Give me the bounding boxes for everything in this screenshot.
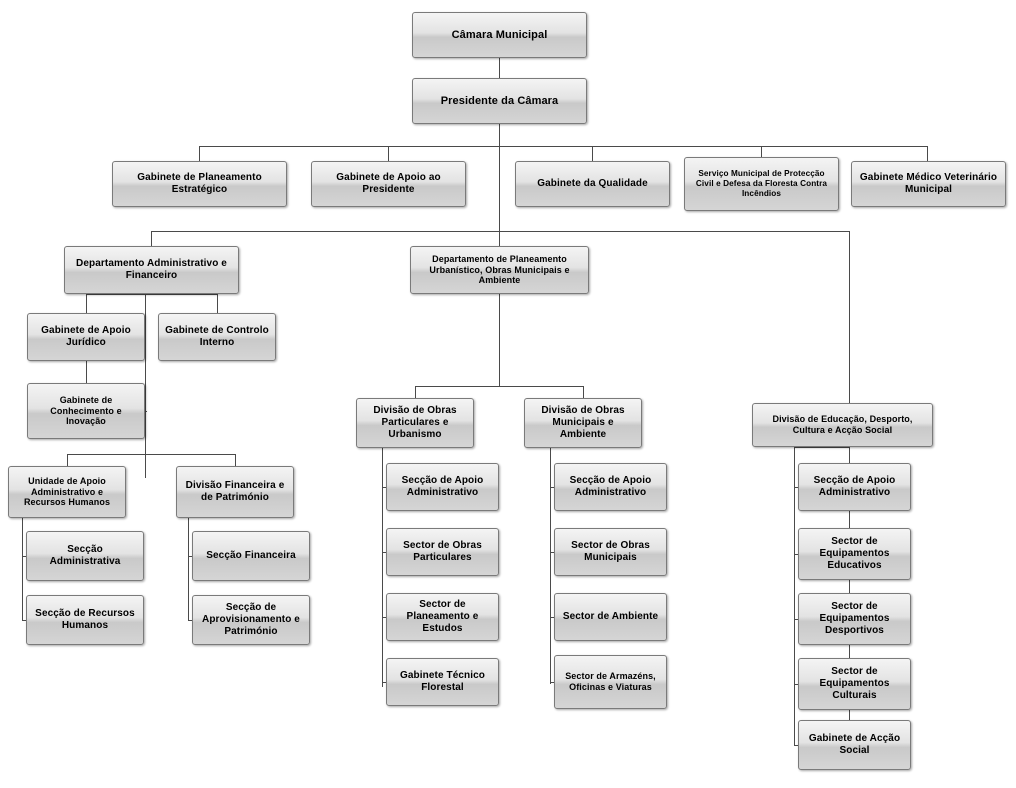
connector-line (499, 124, 500, 146)
org-node-label: Sector de Equipamentos Educativos (819, 536, 890, 571)
org-node-dep-administrativo-financeiro[interactable] (64, 246, 239, 294)
connector-line (592, 146, 593, 161)
org-node-label: Sector de Obras Particulares (403, 540, 482, 563)
org-node-unidade-apoio-admin-rh[interactable] (8, 466, 126, 518)
org-node-label: Gabinete de Acção Social (808, 733, 901, 756)
org-node-label: Divisão Financeira e de Património (185, 480, 285, 503)
org-node-dom-seccao-apoio-admin[interactable] (554, 463, 667, 511)
connector-line (849, 231, 850, 405)
org-node-dop-sector-obras-particulares[interactable] (386, 528, 499, 576)
org-node-dep-planeamento-urbanistico[interactable] (410, 246, 589, 294)
org-node-divisao-obras-municipais[interactable] (524, 398, 642, 448)
org-node-label: Sector de Equipamentos Desportivos (819, 601, 890, 636)
org-node-label: Sector de Ambiente (562, 611, 659, 623)
org-node-label: Sector de Equipamentos Culturais (819, 666, 890, 701)
org-node-label: Presidente da Câmara (440, 94, 559, 107)
org-node-dom-sector-armazens[interactable] (554, 655, 667, 709)
org-node-ded-sector-equipamentos-culturais[interactable] (798, 658, 911, 710)
org-node-label: Unidade de Apoio Administrativo e Recursos Humanos (23, 476, 111, 508)
org-node-presidente[interactable] (412, 78, 587, 124)
connector-line (583, 386, 584, 398)
org-node-label: Departamento de Planeamento Urbanístico, Obras Municipais e Ambiente (429, 254, 570, 286)
org-node-ded-gab-accao-social[interactable] (798, 720, 911, 770)
connector-line (22, 518, 23, 620)
org-node-label: Gabinete de Conhecimento e Inovação (50, 395, 122, 427)
org-node-label: Sector de Obras Municipais (571, 540, 650, 563)
connector-line (550, 448, 551, 684)
org-node-label: Gabinete de Apoio ao Presidente (336, 172, 441, 195)
connector-line (235, 454, 236, 466)
org-node-label: Gabinete Técnico Florestal (400, 670, 485, 693)
org-node-label: Sector de Armazéns, Oficinas e Viaturas (565, 671, 656, 692)
org-node-gab-controlo-interno[interactable] (158, 313, 276, 361)
connector-line (794, 447, 849, 448)
org-node-label: Secção de Apoio Administrativo (401, 475, 484, 498)
org-node-label: Divisão de Obras Particulares e Urbanismo (373, 405, 457, 440)
connector-line (67, 454, 235, 455)
connector-line (388, 146, 389, 161)
connector-line (145, 411, 147, 412)
org-node-seccao-financeira[interactable] (192, 531, 310, 581)
org-node-label: Câmara Municipal (451, 28, 548, 41)
connector-line (499, 294, 500, 386)
connector-line (86, 361, 87, 383)
org-node-divisao-obras-particulares[interactable] (356, 398, 474, 448)
org-node-label: Gabinete de Planeamento Estratégico (137, 172, 262, 195)
connector-line (199, 146, 200, 161)
org-node-label: Divisão de Obras Municipais e Ambiente (541, 405, 625, 440)
connector-line (145, 294, 146, 477)
connector-line (151, 231, 152, 246)
org-node-servico-proteccao-civil[interactable] (684, 157, 839, 211)
org-node-label: Divisão de Educação, Desporto, Cultura e Acção Social (772, 414, 913, 435)
org-node-dom-sector-ambiente[interactable] (554, 593, 667, 641)
org-node-label: Secção Financeira (206, 550, 296, 562)
org-node-gab-conhecimento-inovacao[interactable] (27, 383, 145, 439)
org-node-label: Secção de Aprovisionamento e Património (202, 602, 300, 637)
org-node-seccao-aprovisionamento-patrimonio[interactable] (192, 595, 310, 645)
org-node-gab-apoio-juridico[interactable] (27, 313, 145, 361)
org-node-ded-seccao-apoio-admin[interactable] (798, 463, 911, 511)
org-node-gab-medico-veterinario[interactable] (851, 161, 1006, 207)
connector-line (415, 386, 583, 387)
connector-line (499, 58, 500, 78)
org-node-gab-apoio-presidente[interactable] (311, 161, 466, 207)
connector-line (86, 294, 87, 313)
connector-line (927, 146, 928, 161)
org-node-divisao-educacao-desporto[interactable] (752, 403, 933, 447)
org-node-gab-planeamento-estrategico[interactable] (112, 161, 287, 207)
org-node-dom-sector-obras-municipais[interactable] (554, 528, 667, 576)
connector-line (382, 448, 383, 687)
org-node-dop-seccao-apoio-admin[interactable] (386, 463, 499, 511)
org-node-divisao-financeira-patrimonio[interactable] (176, 466, 294, 518)
connector-line (794, 447, 795, 745)
org-node-camara[interactable] (412, 12, 587, 58)
org-node-ded-sector-equipamentos-educativos[interactable] (798, 528, 911, 580)
org-node-label: Secção de Recursos Humanos (35, 608, 135, 631)
org-node-label: Secção de Apoio Administrativo (813, 475, 896, 498)
connector-line (199, 146, 927, 147)
connector-line (67, 454, 68, 466)
org-node-seccao-recursos-humanos[interactable] (26, 595, 144, 645)
org-node-label: Departamento Administrativo e Financeiro (76, 258, 227, 281)
org-node-ded-sector-equipamentos-desportivos[interactable] (798, 593, 911, 645)
org-node-dop-gab-tecnico-florestal[interactable] (386, 658, 499, 706)
connector-line (415, 386, 416, 398)
org-node-label: Secção de Apoio Administrativo (569, 475, 652, 498)
org-node-label: Serviço Municipal de Protecção Civil e Defesa da Floresta Contra Incêndios (695, 169, 828, 198)
org-node-label: Gabinete Médico Veterinário Municipal (859, 172, 998, 195)
org-node-gab-qualidade[interactable] (515, 161, 670, 207)
connector-line (145, 477, 146, 478)
org-node-label: Sector de Planeamento e Estudos (406, 599, 479, 634)
connector-line (86, 294, 217, 295)
org-node-seccao-administrativa[interactable] (26, 531, 144, 581)
org-node-label: Gabinete de Controlo Interno (165, 325, 269, 348)
connector-line (151, 231, 849, 232)
connector-line (188, 518, 189, 620)
org-node-dop-sector-planeamento-estudos[interactable] (386, 593, 499, 641)
org-node-label: Secção Administrativa (49, 544, 121, 567)
org-node-label: Gabinete da Qualidade (537, 178, 648, 190)
connector-line (217, 294, 218, 313)
org-node-label: Gabinete de Apoio Jurídico (41, 325, 131, 348)
